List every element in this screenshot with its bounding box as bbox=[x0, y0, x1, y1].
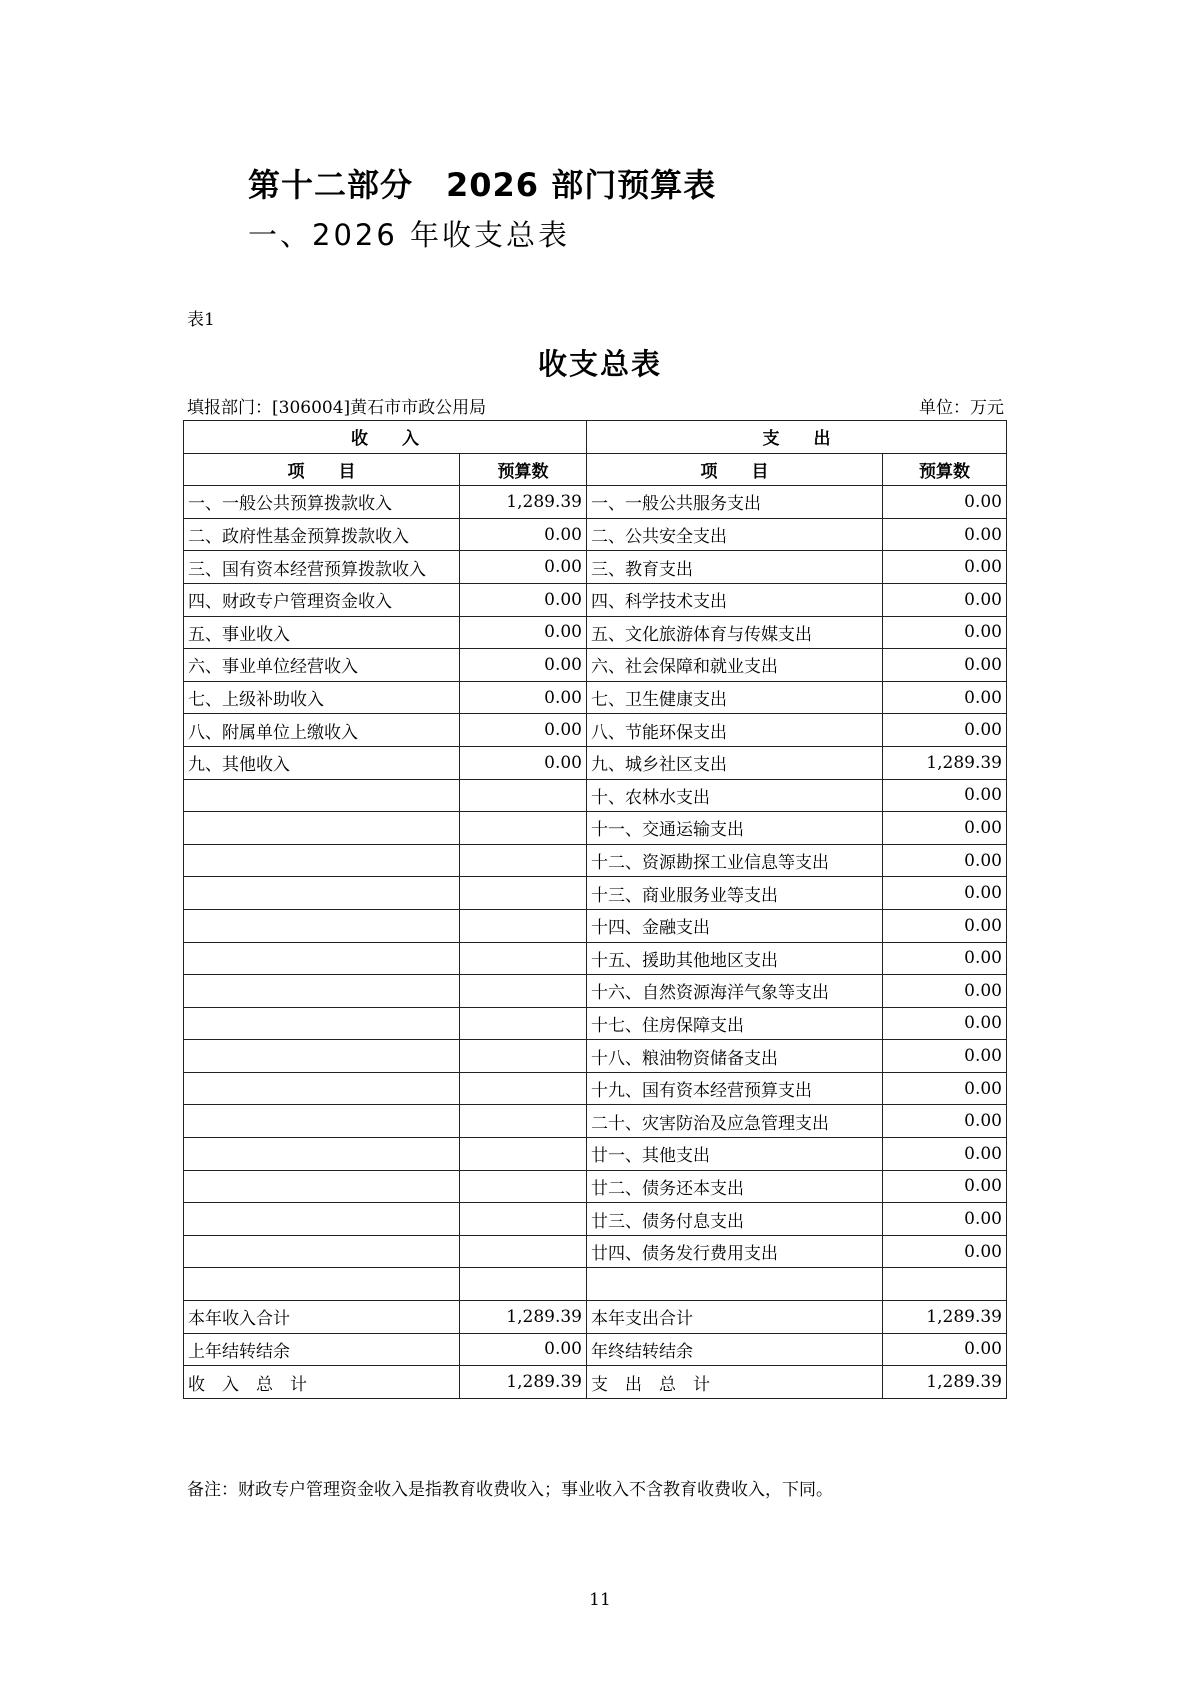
table-row bbox=[184, 1138, 1007, 1171]
income-item-cell bbox=[184, 1105, 460, 1138]
expense-value-cell: 0.00 bbox=[883, 583, 1007, 616]
income-item-cell: 本年收入合计 bbox=[184, 1301, 460, 1334]
expense-item-header: 项 目 bbox=[587, 453, 883, 486]
income-item-cell bbox=[184, 1138, 460, 1171]
expense-item-cell: 廿一、其他支出 bbox=[587, 1138, 883, 1171]
table-row bbox=[184, 1366, 1007, 1399]
table-row bbox=[184, 1333, 1007, 1366]
income-value-cell bbox=[460, 1235, 587, 1268]
expense-item-cell: 一、一般公共服务支出 bbox=[587, 486, 883, 519]
expense-item-cell: 二十、灾害防治及应急管理支出 bbox=[587, 1105, 883, 1138]
expense-item-cell bbox=[587, 1268, 883, 1301]
expense-value-cell: 0.00 bbox=[883, 1333, 1007, 1366]
expense-value-cell: 0.00 bbox=[883, 1040, 1007, 1073]
table-number: 表1 bbox=[187, 310, 215, 330]
income-value-cell: 1,289.39 bbox=[460, 1366, 587, 1399]
table-row bbox=[184, 1170, 1007, 1203]
income-value-cell: 1,289.39 bbox=[460, 486, 587, 519]
table-row bbox=[184, 812, 1007, 845]
table-row bbox=[184, 746, 1007, 779]
income-item-cell bbox=[184, 1007, 460, 1040]
income-item-cell: 九、其他收入 bbox=[184, 746, 460, 779]
header-row-columns bbox=[184, 453, 1007, 486]
table-meta bbox=[187, 393, 1004, 417]
income-item-header: 项 目 bbox=[184, 453, 460, 486]
income-value-cell bbox=[460, 909, 587, 942]
expense-value-cell: 1,289.39 bbox=[883, 1301, 1007, 1334]
income-item-cell: 三、国有资本经营预算拨款收入 bbox=[184, 551, 460, 584]
income-item-cell bbox=[184, 1170, 460, 1203]
expense-value-cell: 0.00 bbox=[883, 681, 1007, 714]
expense-value-cell: 1,289.39 bbox=[883, 1366, 1007, 1399]
income-item-cell: 八、附属单位上缴收入 bbox=[184, 714, 460, 747]
expense-value-cell: 1,289.39 bbox=[883, 746, 1007, 779]
table-row bbox=[184, 1268, 1007, 1301]
table-row bbox=[184, 909, 1007, 942]
income-value-cell bbox=[460, 812, 587, 845]
income-value-cell: 0.00 bbox=[460, 1333, 587, 1366]
income-budget-header: 预算数 bbox=[460, 453, 587, 486]
expense-value-cell: 0.00 bbox=[883, 714, 1007, 747]
table-row bbox=[184, 518, 1007, 551]
income-value-cell bbox=[460, 1072, 587, 1105]
table-row bbox=[184, 844, 1007, 877]
page-number: 11 bbox=[589, 1590, 611, 1610]
income-item-cell bbox=[184, 975, 460, 1008]
table-row bbox=[184, 616, 1007, 649]
expense-value-cell: 0.00 bbox=[883, 1072, 1007, 1105]
table-row bbox=[184, 1007, 1007, 1040]
income-value-cell bbox=[460, 844, 587, 877]
expense-value-cell: 0.00 bbox=[883, 1007, 1007, 1040]
table-row bbox=[184, 681, 1007, 714]
expense-item-cell: 十六、自然资源海洋气象等支出 bbox=[587, 975, 883, 1008]
expense-item-cell: 廿四、债务发行费用支出 bbox=[587, 1235, 883, 1268]
income-value-cell: 1,289.39 bbox=[460, 1301, 587, 1334]
expense-item-cell: 十三、商业服务业等支出 bbox=[587, 877, 883, 910]
expense-item-cell: 八、节能环保支出 bbox=[587, 714, 883, 747]
expense-item-cell: 十八、粮油物资储备支出 bbox=[587, 1040, 883, 1073]
expense-item-cell: 二、公共安全支出 bbox=[587, 518, 883, 551]
income-item-cell bbox=[184, 1268, 460, 1301]
expense-value-cell: 0.00 bbox=[883, 877, 1007, 910]
expense-item-cell: 十、农林水支出 bbox=[587, 779, 883, 812]
income-item-cell: 一、一般公共预算拨款收入 bbox=[184, 486, 460, 519]
part-title: 第十二部分 2026 部门预算表 bbox=[248, 166, 717, 204]
income-value-cell: 0.00 bbox=[460, 518, 587, 551]
income-item-cell bbox=[184, 1203, 460, 1236]
income-value-cell bbox=[460, 942, 587, 975]
expense-value-cell: 0.00 bbox=[883, 551, 1007, 584]
unit-label: 单位：万元 bbox=[919, 398, 1004, 418]
expense-item-cell: 十二、资源勘探工业信息等支出 bbox=[587, 844, 883, 877]
expense-value-cell: 0.00 bbox=[883, 649, 1007, 682]
income-value-cell bbox=[460, 975, 587, 1008]
expense-value-cell bbox=[883, 1268, 1007, 1301]
table-row bbox=[184, 877, 1007, 910]
expense-header: 支 出 bbox=[587, 421, 1007, 454]
expense-value-cell: 0.00 bbox=[883, 1105, 1007, 1138]
table-row bbox=[184, 779, 1007, 812]
expense-item-cell: 五、文化旅游体育与传媒支出 bbox=[587, 616, 883, 649]
income-item-cell: 五、事业收入 bbox=[184, 616, 460, 649]
expense-item-cell: 年终结转结余 bbox=[587, 1333, 883, 1366]
table-row bbox=[184, 1203, 1007, 1236]
expense-value-cell: 0.00 bbox=[883, 909, 1007, 942]
table-row bbox=[184, 649, 1007, 682]
department-label: 填报部门：[306004]黄石市市政公用局 bbox=[187, 398, 487, 418]
expense-value-cell: 0.00 bbox=[883, 975, 1007, 1008]
income-value-cell bbox=[460, 1040, 587, 1073]
expense-item-cell: 十一、交通运输支出 bbox=[587, 812, 883, 845]
income-value-cell bbox=[460, 1105, 587, 1138]
income-item-cell: 四、财政专户管理资金收入 bbox=[184, 583, 460, 616]
expense-value-cell: 0.00 bbox=[883, 1170, 1007, 1203]
expense-item-cell: 支 出 总 计 bbox=[587, 1366, 883, 1399]
expense-value-cell: 0.00 bbox=[883, 616, 1007, 649]
income-item-cell: 上年结转结余 bbox=[184, 1333, 460, 1366]
header-row-groups bbox=[184, 421, 1007, 454]
expense-item-cell: 六、社会保障和就业支出 bbox=[587, 649, 883, 682]
table-row bbox=[184, 714, 1007, 747]
expense-value-cell: 0.00 bbox=[883, 779, 1007, 812]
income-value-cell bbox=[460, 877, 587, 910]
table-row bbox=[184, 1072, 1007, 1105]
section-title: 一、2026 年收支总表 bbox=[248, 218, 571, 252]
expense-value-cell: 0.00 bbox=[883, 1138, 1007, 1171]
income-header: 收 入 bbox=[184, 421, 587, 454]
income-value-cell: 0.00 bbox=[460, 551, 587, 584]
income-value-cell bbox=[460, 1007, 587, 1040]
expense-value-cell: 0.00 bbox=[883, 942, 1007, 975]
expense-value-cell: 0.00 bbox=[883, 844, 1007, 877]
footnote: 备注：财政专户管理资金收入是指教育收费收入；事业收入不含教育收费收入，下同。 bbox=[187, 1480, 833, 1500]
income-item-cell bbox=[184, 844, 460, 877]
income-item-cell bbox=[184, 909, 460, 942]
table-row bbox=[184, 1105, 1007, 1138]
income-item-cell bbox=[184, 1040, 460, 1073]
budget-summary-table bbox=[183, 420, 1007, 1399]
expense-item-cell: 廿二、债务还本支出 bbox=[587, 1170, 883, 1203]
income-item-cell: 二、政府性基金预算拨款收入 bbox=[184, 518, 460, 551]
income-item-cell bbox=[184, 779, 460, 812]
table-row bbox=[184, 486, 1007, 519]
table-row bbox=[184, 1301, 1007, 1334]
income-value-cell: 0.00 bbox=[460, 714, 587, 747]
income-item-cell: 七、上级补助收入 bbox=[184, 681, 460, 714]
income-item-cell bbox=[184, 877, 460, 910]
income-item-cell bbox=[184, 812, 460, 845]
table-row bbox=[184, 551, 1007, 584]
income-value-cell bbox=[460, 1203, 587, 1236]
income-value-cell: 0.00 bbox=[460, 649, 587, 682]
expense-item-cell: 七、卫生健康支出 bbox=[587, 681, 883, 714]
table-row bbox=[184, 942, 1007, 975]
expense-item-cell: 九、城乡社区支出 bbox=[587, 746, 883, 779]
income-value-cell bbox=[460, 1268, 587, 1301]
expense-value-cell: 0.00 bbox=[883, 1203, 1007, 1236]
expense-value-cell: 0.00 bbox=[883, 518, 1007, 551]
income-value-cell: 0.00 bbox=[460, 616, 587, 649]
expense-item-cell: 廿三、债务付息支出 bbox=[587, 1203, 883, 1236]
income-item-cell bbox=[184, 1072, 460, 1105]
expense-value-cell: 0.00 bbox=[883, 486, 1007, 519]
expense-item-cell: 本年支出合计 bbox=[587, 1301, 883, 1334]
table-row bbox=[184, 1040, 1007, 1073]
expense-item-cell: 三、教育支出 bbox=[587, 551, 883, 584]
table-row bbox=[184, 1235, 1007, 1268]
expense-item-cell: 十五、援助其他地区支出 bbox=[587, 942, 883, 975]
expense-value-cell: 0.00 bbox=[883, 1235, 1007, 1268]
income-item-cell bbox=[184, 942, 460, 975]
budget-table-body bbox=[184, 486, 1007, 1399]
expense-item-cell: 十九、国有资本经营预算支出 bbox=[587, 1072, 883, 1105]
expense-item-cell: 十四、金融支出 bbox=[587, 909, 883, 942]
table-title: 收支总表 bbox=[537, 347, 662, 381]
expense-value-cell: 0.00 bbox=[883, 812, 1007, 845]
expense-budget-header: 预算数 bbox=[883, 453, 1007, 486]
table-row bbox=[184, 975, 1007, 1008]
income-value-cell: 0.00 bbox=[460, 681, 587, 714]
income-item-cell bbox=[184, 1235, 460, 1268]
income-value-cell: 0.00 bbox=[460, 746, 587, 779]
expense-item-cell: 十七、住房保障支出 bbox=[587, 1007, 883, 1040]
expense-item-cell: 四、科学技术支出 bbox=[587, 583, 883, 616]
income-value-cell: 0.00 bbox=[460, 583, 587, 616]
income-item-cell: 收 入 总 计 bbox=[184, 1366, 460, 1399]
income-value-cell bbox=[460, 779, 587, 812]
income-item-cell: 六、事业单位经营收入 bbox=[184, 649, 460, 682]
income-value-cell bbox=[460, 1138, 587, 1171]
income-value-cell bbox=[460, 1170, 587, 1203]
table-row bbox=[184, 583, 1007, 616]
